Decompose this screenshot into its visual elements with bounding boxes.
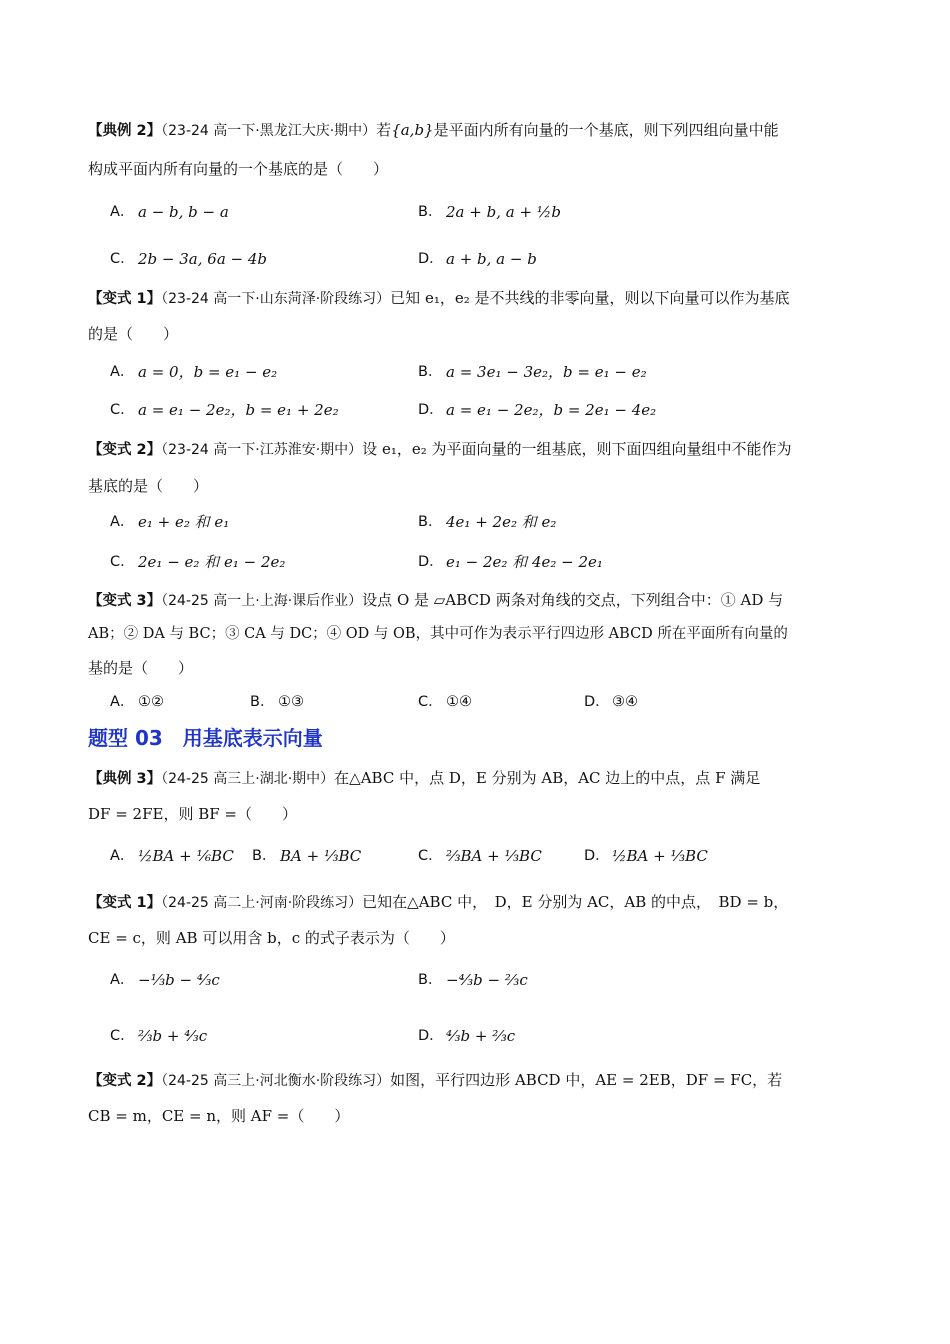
- question-典例3-line1: 【典例 3】（24-25 高三上·湖北·期中）在△ABC 中，点 D，E 分别为 AB，AC 边上的中点，点 F 满足: [88, 769, 761, 787]
- question-tag: 【典例 2】: [88, 123, 162, 139]
- option-label[interactable]: C．: [418, 694, 443, 710]
- question-tag: 【变式 1】: [88, 895, 162, 911]
- option-label[interactable]: D．: [418, 1028, 444, 1044]
- option-label[interactable]: C．: [110, 402, 135, 418]
- question-source: （23-24 高一下·江苏淮安·期中）: [161, 442, 363, 458]
- question-source: （24-25 高二上·河南·阶段练习）: [161, 895, 363, 911]
- question-变式3-line3: 基的是（ ）: [88, 659, 194, 677]
- question-tag: 【变式 3】: [88, 593, 162, 609]
- option-text: 4e₁ + 2e₂ 和 e₂: [446, 513, 557, 531]
- question-变式1-line2: 的是（ ）: [88, 325, 179, 343]
- option-label[interactable]: B．: [418, 364, 443, 380]
- option-label[interactable]: A．: [110, 514, 135, 530]
- question-source: （23-24 高一下·黑龙江大庆·期中）: [161, 123, 377, 139]
- math-set: {a,b}: [391, 121, 434, 139]
- option-text: −⁴⁄₃b − ⅔c: [446, 971, 528, 989]
- option-text: 2e₁ − e₂ 和 e₁ − 2e₂: [138, 553, 286, 571]
- question-变式3-line2: AB；② DA 与 BC；③ CA 与 DC；④ OD 与 OB，其中可作为表示平行四边形 ABCD 所在平面所有向量的: [88, 626, 788, 642]
- question-典例2-line1: 【典例 2】（23-24 高一下·黑龙江大庆·期中）若{a,b}是平面内所有向量的一个基底，则下列四组向量中能: [88, 121, 779, 139]
- option-text: a = 0，b = e₁ − e₂: [138, 363, 278, 381]
- option-text: 2a + b, a + ½b: [446, 203, 561, 221]
- option-text: ½BA + ⅓BC: [612, 847, 708, 865]
- option-label[interactable]: A．: [110, 848, 135, 864]
- question-tag: 【典例 3】: [88, 771, 162, 787]
- option-label[interactable]: A．: [110, 972, 135, 988]
- question-source: （24-25 高一上·上海·课后作业）: [161, 593, 363, 609]
- question-变式1b-line1: 【变式 1】（24-25 高二上·河南·阶段练习）已知在△ABC 中， D，E 分别为 AC，AB 的中点， BD = b，: [88, 893, 789, 911]
- question-source: （23-24 高一下·山东菏泽·阶段练习）: [161, 291, 391, 307]
- option-label[interactable]: D．: [418, 251, 444, 267]
- option-label[interactable]: C．: [110, 1028, 135, 1044]
- option-text: 2b − 3a, 6a − 4b: [138, 250, 268, 268]
- option-text: ③④: [612, 694, 638, 710]
- option-label[interactable]: D．: [418, 554, 444, 570]
- option-label[interactable]: D．: [418, 402, 444, 418]
- option-text: ⅔b + ⁴⁄₃c: [138, 1027, 208, 1045]
- option-label[interactable]: B．: [250, 694, 275, 710]
- question-source: （24-25 高三上·河北衡水·阶段练习）: [161, 1073, 391, 1089]
- option-label[interactable]: B．: [418, 972, 443, 988]
- option-label[interactable]: A．: [110, 204, 135, 220]
- question-变式2b-line1: 【变式 2】（24-25 高三上·河北衡水·阶段练习）如图，平行四边形 ABCD 中，AE = 2EB，DF = FC，若: [88, 1071, 783, 1089]
- section-heading: 题型 03 用基底表示向量: [88, 726, 323, 750]
- option-text: ①③: [278, 694, 304, 710]
- question-变式1b-line2: CE = c，则 AB 可以用含 b，c 的式子表示为（ ）: [88, 929, 455, 947]
- question-变式3-line1: 【变式 3】（24-25 高一上·上海·课后作业）设点 O 是 ▱ABCD 两条对角线的交点，下列组合中：① AD 与: [88, 591, 784, 609]
- option-label[interactable]: C．: [110, 554, 135, 570]
- option-text: a = e₁ − 2e₂，b = 2e₁ − 4e₂: [446, 401, 657, 419]
- option-label[interactable]: D．: [584, 848, 610, 864]
- option-text: a = 3e₁ − 3e₂，b = e₁ − e₂: [446, 363, 647, 381]
- option-label[interactable]: A．: [110, 694, 135, 710]
- option-text: e₁ + e₂ 和 e₁: [138, 513, 230, 531]
- question-tag: 【变式 1】: [88, 291, 162, 307]
- question-典例2-line2: 构成平面内所有向量的一个基底的是（ ）: [88, 160, 389, 178]
- option-text: a − b, b − a: [138, 203, 229, 221]
- option-text: BA + ⅓BC: [280, 847, 362, 865]
- option-label[interactable]: D．: [584, 694, 610, 710]
- option-text: a = e₁ − 2e₂，b = e₁ + 2e₂: [138, 401, 339, 419]
- option-text: e₁ − 2e₂ 和 4e₂ − 2e₁: [446, 553, 603, 571]
- question-变式2-line2: 基底的是（ ）: [88, 477, 209, 495]
- option-label[interactable]: B．: [418, 204, 443, 220]
- option-text: a + b, a − b: [446, 250, 537, 268]
- option-text: ⅔BA + ⅓BC: [446, 847, 542, 865]
- option-text: ⁴⁄₃b + ⅔c: [446, 1027, 516, 1045]
- question-tag: 【变式 2】: [88, 1073, 162, 1089]
- option-label[interactable]: B．: [252, 848, 277, 864]
- question-tag: 【变式 2】: [88, 442, 162, 458]
- question-变式2-line1: 【变式 2】（23-24 高一下·江苏淮安·期中）设 e₁，e₂ 为平面向量的一组基底，则下面四组向量组中不能作为: [88, 440, 792, 458]
- option-label[interactable]: A．: [110, 364, 135, 380]
- option-text: ½BA + ⅙BC: [138, 847, 234, 865]
- option-text: ①④: [446, 694, 472, 710]
- option-label[interactable]: C．: [418, 848, 443, 864]
- option-label[interactable]: B．: [418, 514, 443, 530]
- question-典例3-line2: DF = 2FE，则 BF =（ ）: [88, 805, 297, 823]
- question-source: （24-25 高三上·湖北·期中）: [161, 771, 335, 787]
- question-变式2b-line2: CB = m，CE = n，则 AF =（ ）: [88, 1107, 350, 1125]
- option-text: −⅓b − ⁴⁄₃c: [138, 971, 220, 989]
- question-变式1-line1: 【变式 1】（23-24 高一下·山东菏泽·阶段练习）已知 e₁，e₂ 是不共线的非零向量，则以下向量可以作为基底: [88, 289, 790, 307]
- option-label[interactable]: C．: [110, 251, 135, 267]
- option-text: ①②: [138, 694, 164, 710]
